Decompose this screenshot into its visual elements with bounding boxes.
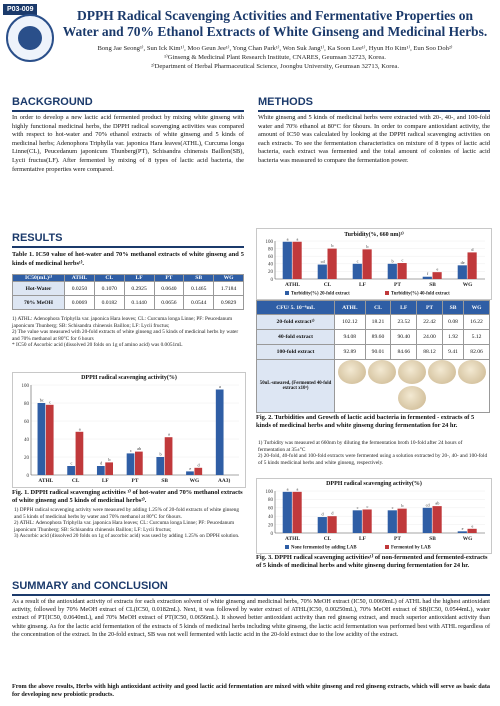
table-cell: 92.89 [335,345,366,360]
bar [468,252,477,279]
poster-title: DPPH Radical Scavenging Activities and Fermentative Properties on Water and 70% Ethanol Extracts of White Ginseng and Medicinal Herbs. [62,8,488,39]
bar [458,265,467,279]
data-label: a [219,384,221,389]
authors-block [60,44,490,71]
bar [318,265,327,279]
data-label: a [296,486,299,492]
x-tick-label: PT [131,478,139,484]
table-header-cell: WG [464,301,490,315]
table1-caption: Table 1. IC50 value of hot-water and 70% methanol extracts of white ginseng and 5 kinds of medicinal herbs¹⁾. [12,251,244,267]
summary-heading: SUMMARY and CONCLUSION [12,580,168,592]
x-tick-label: CL [323,536,332,542]
table-row [257,345,490,360]
plate-photo-icon [428,360,456,384]
x-tick-label: SB [429,536,436,542]
data-label: c [401,257,404,263]
table-cell: 82.06 [464,345,490,360]
row-label: 20-fold extract²⁾ [257,315,335,330]
data-label: c [129,447,132,453]
table-cell: 90.01 [365,345,391,360]
poster-id: P03-009 [3,4,37,15]
affiliation-2: ²⁾Department of Herbal Pharmaceutical Science, Joongbu University, Geumsan 32713, Korea. [151,63,399,70]
table-header-cell: ATHL [335,301,366,315]
data-label: c [49,399,51,405]
bar [216,390,224,476]
table-cell: 90.40 [391,330,417,345]
y-tick-label: 20 [268,270,273,276]
legend-label: Fermented by LAB [391,545,431,551]
data-label: bc [39,397,44,403]
bar [433,272,442,279]
table-header-cell: IC50(mL)²⁾ [13,275,65,282]
bar [283,492,292,533]
y-tick-label: 100 [265,239,273,245]
data-label: f [426,271,429,277]
y-tick-label: 100 [21,383,29,389]
y-tick-label: 0 [26,473,29,479]
table-header-cell: ATHL [64,275,94,282]
bar [76,432,84,475]
data-label: b [108,456,111,462]
fig2-caption: Fig. 2. Turbidities and Growth of lactic acid bacteria in fermented - extracts of 5 kinds of medicinal herbs and white ginseng during fermentation for 24 hr. [256,414,475,429]
table-cell: 94.08 [335,330,366,345]
y-tick-label: 40 [24,437,29,443]
x-tick-label: ATHL [285,536,300,542]
bar [105,462,113,475]
authors: Bong Jae Seong¹⁾, Sun Ick Kim¹⁾, Moo Geun Jee¹⁾, Yong Chan Park¹⁾, Won Suk Jang¹⁾, Ka Soon Lee¹⁾, Hyun Ho Kim¹⁾, Eun Soo Doh²⁾ [97,45,453,52]
table-cell: 0.2925 [124,282,154,296]
table-header-cell: LF [124,275,154,282]
data-label: e [461,525,464,531]
table1-notes [12,316,244,349]
plate-photo-icon [398,386,426,410]
bar [388,510,397,533]
fig3-caption: Fig. 3. DPPH radical scavenging activities¹⁾ of non-fermented and fermented-extracts of 5 kinds of medicinal herbs and white ginseng during fermentation for 24 hr. [256,554,488,569]
table-row [13,282,244,296]
data-label: b [159,451,162,457]
x-tick-label: LF [101,478,109,484]
fig2-notes [258,440,490,466]
table-cell: 0.0640 [154,282,184,296]
data-label: de [460,259,465,265]
table-header-cell: PT [417,301,443,315]
data-label: ab [435,500,440,506]
y-tick-label: 60 [268,255,273,260]
ic50-table [12,274,244,310]
bar [46,405,54,475]
y-tick-label: 0 [270,277,273,283]
y-tick-label: 100 [265,489,273,495]
bar [328,516,337,533]
table-header-row [257,301,490,315]
x-tick-label: LF [359,536,366,542]
bar [165,437,173,475]
table-cell: 1.92 [442,330,463,345]
data-label: b [366,243,369,249]
y-tick-label: 60 [24,419,29,425]
table-cell: 18.21 [365,315,391,330]
conclusion-text: From the above results, Herbs with high antioxidant activity and good lactic acid fermentation are mixed with white ginseng and red ginseng extracts, which will serve as basic data for developing new probiotic products. [12,683,490,699]
fig3-chart-title: DPPH radical scavenging activity(%) [326,481,422,487]
fig2-svg [257,229,491,299]
university-logo-icon [6,14,54,62]
bar [363,249,372,279]
legend-swatch [385,545,389,549]
bar [468,529,477,533]
x-tick-label: CL [71,478,80,484]
bar [363,509,372,533]
y-tick-label: 0 [270,531,273,537]
data-label: c [356,258,359,264]
poster-header [0,0,500,110]
fig1-svg [13,373,245,487]
table-cell: 102.12 [335,315,366,330]
x-tick-label: ATHL [38,478,54,484]
bar [293,492,302,533]
bar [423,508,432,533]
x-tick-label: WG [189,478,200,484]
bar [38,403,46,475]
bar [328,249,337,279]
methods-heading: METHODS [258,96,313,108]
bar [318,517,327,533]
table-cell: 84.66 [391,345,417,360]
y-tick-label: 20 [24,455,29,461]
x-tick-label: PT [394,282,401,288]
table-cell: 22.42 [417,315,443,330]
bar [388,264,397,279]
x-tick-label: LF [359,282,366,288]
table-cell: 0.08 [442,315,463,330]
fig1-note: 2) ATHL: Adenophora Triphylla var. japonica Hara leaves; CL: Curcuma longa Linne; PF: Peucedanum japonicum Thunberg; SB: Schisandra chinensis Baillon; LF: Lycii fructus; [14,520,235,533]
data-label: d [471,246,474,252]
data-label: e [189,465,192,471]
bar [433,506,442,533]
x-tick-label: ATHL [285,282,300,288]
table-cell: 16.22 [464,315,490,330]
x-tick-label: CL [323,282,332,288]
bar [423,277,432,279]
legend-swatch [385,291,389,295]
bar [135,452,143,475]
table-cell: 88.12 [417,345,443,360]
fig2-note: 2) 20-fold, 40-fold and 100-fold extracts were fermented using a solution extracted by 20-, 40- and 100-fold of 5 kinds medicinal herbs and white ginseng, respectively. [258,453,488,466]
table-cell: 0.0544 [184,296,214,310]
data-label: cd [425,502,430,508]
data-label: e [436,266,439,272]
legend-swatch [285,291,289,295]
plate-photo-icon [458,360,486,384]
data-label: a [167,431,170,437]
fig1-notes [14,507,242,540]
fig2-note: 1) Turbidity was measured at 660nm by diluting the fermentation broth 10-fold after 24 hours of fermentation at 35±°C [258,440,463,453]
bar [186,471,194,475]
table-cell: 9.41 [442,345,463,360]
table-row [257,315,490,330]
legend-swatch [285,545,289,549]
data-label: b [391,258,394,264]
data-label: c [391,504,394,510]
data-label: d [331,510,334,516]
fig3-svg [257,479,491,553]
plate-photo-icon [398,360,426,384]
data-label: b [331,243,334,249]
fig1-note: 3) Ascorbic acid (dissolved 20 folds on 1g of ascorbic acid) was used by adding 1.25% on DPPH solution. [14,533,240,540]
table-cell: 0.0656 [154,296,184,310]
table-header-cell: CL [365,301,391,315]
bar [156,457,164,475]
data-label: c [356,504,359,510]
table1-note: 1) ATHL: Adenophora Triphylla var. japonica Hara leaves; CL: Curcuma longa Linne; PF: Peucedanum japonicum Thunberg; SB: Schisandra chinensis Baillon; LF: Lycii fructus; [12,316,233,329]
table-cell: 0.9829 [214,296,244,310]
plate-photo-icon [368,360,396,384]
table-cell: 0.0069 [64,296,94,310]
table-header-row [13,275,244,282]
y-tick-label: 80 [268,247,273,253]
table-header-cell: LF [391,301,417,315]
results-heading: RESULTS [12,232,63,244]
bar [293,242,302,279]
summary-text: As a result of the antioxidant activity of extracts for each extraction solvent of white ginseng and medicinal herbs, 70% MeOH extract (IC50, 0.0069mL) of ATHL had the highest antioxidant activity, followed by 70% MeOH extract of CL(IC50, 0.0182mL). Next, it was followed by water extract of ATHL(IC50, 0.00250mL), 70% MeOH extract of SB(IC50, 0.0544mL), water extract of PT(IC50, 0.0640mL), and 70% MeOH extract of PT(IC50, 0.0656mL). It showed better antioxidant activity than red ginseng extract, and much superior antioxidant activity than white ginseng. As for the lactic acid fermentation of the extracts of 5 kinds of medicinal herbs including white ginseng, the lactic acid fermentation was performed best with ATHL regardless of the concentration of the extract. In the 20-fold extract, SB was not well fermented with lactic acid in the 20-fold extract due to the low acidity of the extract. [12,598,490,638]
bar [283,242,292,279]
summary-rule [12,594,490,596]
table-header-cell: CFU/ 5. 10⁻⁸mL [257,301,335,315]
table-header-cell: CL [94,275,124,282]
bar [97,466,105,475]
data-label: c [366,503,369,509]
table-photo-row [257,360,490,413]
row-label: Hot-Water [13,282,65,296]
data-label: ab [137,446,142,452]
table-header-cell: SB [184,275,214,282]
background-text: In order to develop a new lactic acid fermented product by mixing white ginseng with highly functional medicinal herbs, the DPPH radical scavenging activities was compared with respect to hot-water and 70% ethanol extracts of white ginseng and 5 kinds of medicinal herbs; Adenophora Triphylla var. japonica Hara leaves(ATHL), Curcuma longa Linne(CL), Peucedanum japonicum Thunberg(PT), Schisandra chinensis Baillon(SB), Lycii fructus(LF). After fermented by mixing of 8 types of lactic acid bacteria, the fermentative properties were compared. [12,114,244,173]
fig1-chart-title: DPPH radical scavenging activity(%) [81,375,177,381]
table-row [257,330,490,345]
legend-label: None fermented by adding LAB [291,545,357,551]
background-heading: BACKGROUND [12,96,93,108]
legend-label: Turbidity(%) 40-fold extract [391,291,450,297]
x-tick-label: SB [429,282,436,288]
table-cell: 23.52 [391,315,417,330]
legend-label: Turbidity(%) 20-fold extract [291,291,350,297]
data-label: cd [320,259,325,265]
row-label: 50uL-smeared, (Fermented 40-fold extract x10³) [257,360,335,413]
bar [353,510,362,533]
plate-photos [335,360,490,413]
cfu-table [256,300,490,413]
x-tick-label: SB [161,478,169,484]
bar [458,531,467,533]
row-label: 40-fold extract [257,330,335,345]
data-label: c [70,460,73,466]
fig2-chart [256,228,492,300]
table-cell: 0.1465 [184,282,214,296]
data-label: e [471,523,474,529]
methods-rule [258,110,490,112]
x-tick-label: WG [462,282,473,288]
table-cell: 89.60 [365,330,391,345]
data-label: a [286,236,289,242]
data-label: d [100,460,103,466]
table-cell: 1.7184 [214,282,244,296]
row-label: 100-fold extract [257,345,335,360]
table-row [13,296,244,310]
bar [353,264,362,279]
y-tick-label: 20 [268,523,273,529]
data-label: a [296,236,299,242]
table-header-cell: PT [154,275,184,282]
table-cell: 5.12 [464,330,490,345]
y-tick-label: 40 [268,515,273,520]
table-cell: 0.1070 [94,282,124,296]
y-tick-label: 40 [268,262,273,268]
background-rule [12,110,244,112]
results-rule [12,246,244,248]
y-tick-label: 60 [268,506,273,512]
fig3-chart [256,478,492,554]
affiliation-1: ¹⁾Ginseng & Medicinal Plant Research Institute, CNARES, Geumsan 32723, Korea. [164,54,386,61]
bar [127,453,135,475]
data-label: a [78,426,81,432]
data-label: d [321,511,324,517]
data-label: a [286,486,289,492]
fig2-chart-title: Turbidity(%, 660 nm)¹⁾ [344,232,404,238]
x-tick-label: WG [462,536,473,542]
bar [194,468,202,475]
methods-text: White ginseng and 5 kinds of medicinal herbs were extracted with 20-, 40-, and 100-fold water and 70% ethanol at 80°C for 6hours. In order to compare antioxidant activity, the amount of IC50 was calculated by looking at the DPPH radical scavenging activities on each extracts. To see the fermentation characteristics on mixture of 8 types of lactic acid bacteria, each extract was fermented and the total amount of colonies of lactic acid bacteria was measured to compare the fermentation power. [258,114,490,164]
table-cell: 24.00 [417,330,443,345]
fig1-note: 1) DPPH radical scavenging activity were measured by adding 1.25% of 20-fold extracts of white ginseng and 5 kinds of medicinal herbs by water and 70% methanol at 80°C for 6hours. [14,507,240,520]
data-label: b [401,503,404,509]
row-label: 70% MeOH [13,296,65,310]
fig1-chart [12,372,246,488]
table-cell: 0.0182 [94,296,124,310]
fig1-caption: Fig. 1. DPPH radical scavenging activities ¹⁾ of hot-water and 70% methanol extracts of white ginseng and 5 kinds of medicinal herbs²⁾. [12,489,243,504]
bar [398,263,407,279]
table1-note: * IC50 of Ascorbic acid (dissolved 20 folds on 1g of amino acid) was 0.0051mL [12,342,183,349]
y-tick-label: 80 [268,498,273,504]
table-cell: 0.1440 [124,296,154,310]
x-tick-label: AA3) [218,478,231,484]
x-tick-label: PT [394,536,401,542]
table-header-cell: WG [214,275,244,282]
plate-photo-icon [338,360,366,384]
bar [398,509,407,533]
table-cell: 0.0250 [64,282,94,296]
table-header-cell: SB [442,301,463,315]
table1-note: 2) The value was measured with 20-fold extracts of white ginseng and 5 kinds of medicinal herbs by water and 70% methanol at 80°C for 6 hours [12,329,239,342]
bar [67,466,75,475]
data-label: d [197,462,200,468]
y-tick-label: 80 [24,401,29,407]
